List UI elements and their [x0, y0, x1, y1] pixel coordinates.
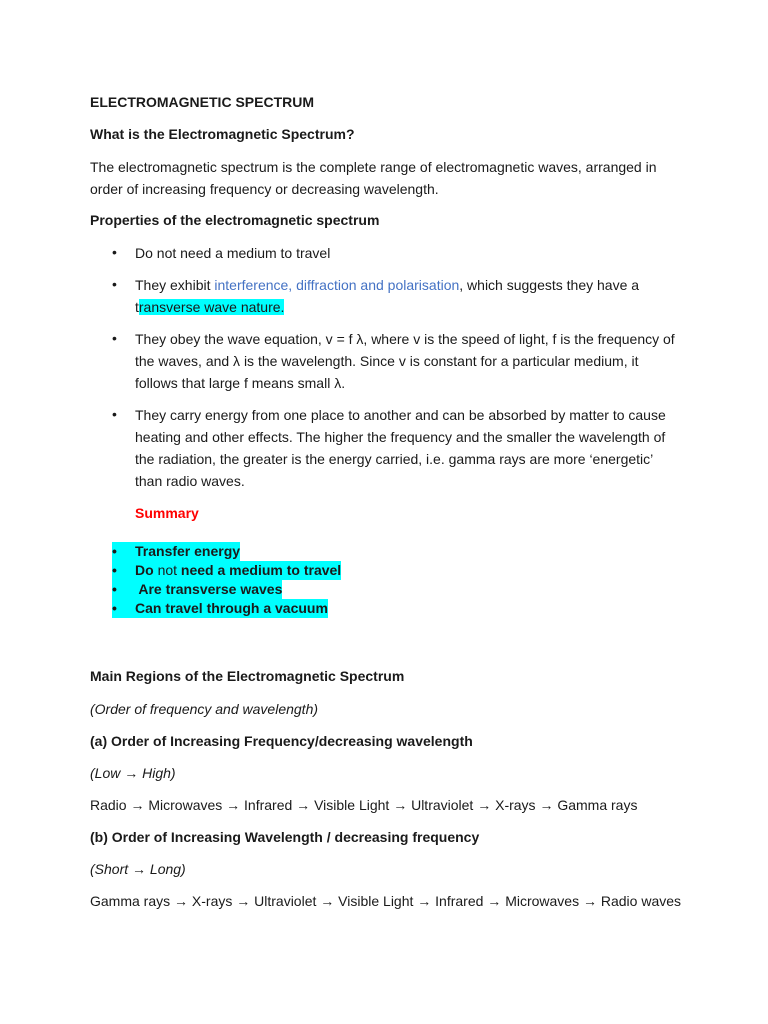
bullet-1: • — [112, 244, 117, 260]
question-heading: What is the Electromagnetic Spectrum? — [90, 126, 355, 142]
summary-text-2c: need a medium to travel — [177, 562, 342, 578]
property-3-line-2: the waves, and λ is the wavelength. Since v is constant for a particular medium, it — [135, 353, 639, 369]
property-2-highlight: ransverse wave nature. — [138, 299, 285, 315]
summary-bullet-2: • — [112, 562, 117, 578]
summary-item-3 — [112, 580, 282, 599]
bullet-3: • — [112, 330, 117, 346]
property-1: Do not need a medium to travel — [135, 245, 331, 261]
property-2-link: interference, diffraction and polarisation — [214, 277, 460, 293]
property-3-line-3: follows that large f means small λ. — [135, 375, 346, 391]
section-b-heading: (b) Order of Increasing Wavelength / decreasing frequency — [90, 829, 480, 845]
summary-text-2a: Do — [135, 562, 158, 578]
summary-text-1: Transfer energy — [135, 543, 241, 559]
property-4-line-1: They carry energy from one place to another and can be absorbed by matter to cause — [135, 407, 666, 423]
summary-bullet-3: • — [112, 581, 117, 597]
property-2-line-2 — [135, 296, 284, 318]
property-4-line-2: heating and other effects. The higher the frequency and the smaller the wavelength of — [135, 429, 666, 445]
summary-bullet-1: • — [112, 543, 117, 559]
section-b-order: Gamma rays → X-rays → Ultraviolet → Visible Light → Infrared → Microwaves → Radio waves — [90, 893, 682, 909]
property-4-line-4: than radio waves. — [135, 473, 245, 489]
section-a-note: (Low → High) — [90, 765, 176, 781]
property-2-line-1 — [135, 274, 639, 296]
document-title: ELECTROMAGNETIC SPECTRUM — [90, 94, 314, 110]
property-3-line-1: They obey the wave equation, v = f λ, where v is the speed of light, f is the frequency of — [135, 331, 675, 347]
bullet-2: • — [112, 276, 117, 292]
bullet-4: • — [112, 406, 117, 422]
definition-line-1: The electromagnetic spectrum is the complete range of electromagnetic waves, arranged in — [90, 159, 657, 175]
property-2-post: , which suggests they have a — [459, 277, 640, 293]
property-4-line-3: the radiation, the greater is the energy carried, i.e. gamma rays are more ‘energetic’ — [135, 451, 654, 467]
regions-heading: Main Regions of the Electromagnetic Spectrum — [90, 668, 405, 684]
summary-item-2 — [112, 561, 341, 580]
section-a-heading: (a) Order of Increasing Frequency/decreasing wavelength — [90, 733, 473, 749]
section-b-note: (Short → Long) — [90, 861, 186, 877]
summary-text-4: Can travel through a vacuum — [135, 600, 328, 616]
property-2-pre: They exhibit — [135, 277, 215, 293]
properties-heading: Properties of the electromagnetic spectrum — [90, 212, 380, 228]
summary-item-1 — [112, 542, 240, 561]
regions-note: (Order of frequency and wavelength) — [90, 701, 319, 717]
definition-line-2: order of increasing frequency or decreasing wavelength. — [90, 181, 439, 197]
summary-text-2b: not — [157, 562, 178, 578]
property-2-line-2-pre: t — [135, 299, 139, 315]
summary-item-4 — [112, 599, 328, 618]
summary-bullet-4: • — [112, 600, 117, 616]
summary-label: Summary — [135, 505, 199, 521]
summary-text-3: Are transverse waves — [135, 581, 283, 597]
section-a-order: Radio → Microwaves → Infrared → Visible Light → Ultraviolet → X-rays → Gamma rays — [90, 797, 638, 813]
